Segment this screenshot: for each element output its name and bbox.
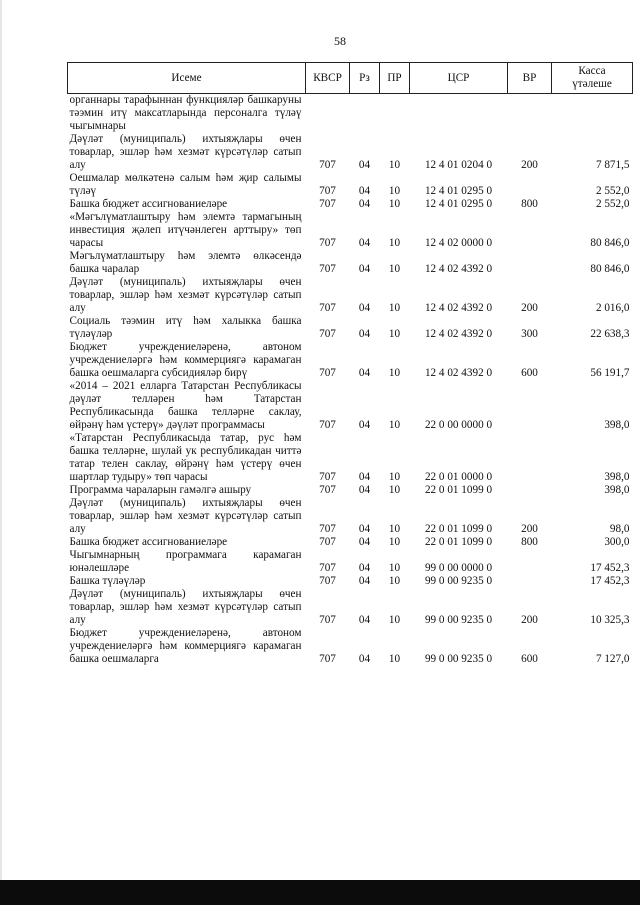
cell-vr [508,211,552,250]
cell-rz: 04 [358,614,371,626]
table-row [68,94,633,134]
cell-vr [508,432,552,484]
cell-kvsr: 707 [319,523,336,535]
cell-amount: 10 325,3 [590,614,630,626]
cell-vr [508,575,552,588]
col-header-kvsr: КВСР [306,63,350,94]
cell-vr [508,250,552,276]
cell-pr: 10 [388,302,401,314]
cell-amount: 398,0 [604,419,630,431]
cell-rz: 04 [358,367,371,379]
cell-kvsr: 707 [319,198,336,210]
table-row [68,250,633,276]
cell-amount: 2 016,0 [595,302,630,314]
cell-kvsr [306,94,350,134]
cell-name: Дәүләт (муниципаль) ихтыяҗлары өчен товарлар, эшләр һәм хезмәт күрсәтүләр сатып алу [69,588,302,626]
cell-name: Программа чараларын гамәлгә ашыру [69,484,252,496]
col-header-name: Исеме [68,63,306,94]
cell-pr: 10 [388,575,401,587]
cell-amount: 7 871,5 [595,159,630,171]
cell-amount: 7 127,0 [595,653,630,665]
cell-vr [508,549,552,575]
cell-vr: 600 [521,653,538,665]
cell-name: Башка бюджет ассигнованиеләре [69,536,228,548]
table-row [68,315,633,341]
table-row [68,172,633,198]
cell-pr [380,94,410,134]
cell-rz: 04 [358,562,371,574]
cell-rz: 04 [358,471,371,483]
cell-kvsr: 707 [319,302,336,314]
cell-amount: 17 452,3 [590,575,630,587]
cell-vr: 200 [521,523,538,535]
cell-amount: 98,0 [609,523,630,535]
cell-rz [350,94,380,134]
cell-csr: 12 4 02 4392 0 [424,302,493,314]
cell-amount: 398,0 [604,471,630,483]
cell-kvsr: 707 [319,562,336,574]
cell-rz: 04 [358,185,371,197]
table-row [68,575,633,588]
cell-pr: 10 [388,263,401,275]
cell-kvsr: 707 [319,263,336,275]
cell-pr: 10 [388,562,401,574]
cell-amount: 2 552,0 [595,198,630,210]
table-row [68,536,633,549]
cell-vr: 800 [521,536,538,548]
cell-name: Бюджет учреждениеләренә, автоном учреждениеләргә һәм коммерциягә карамаган башка оешмаларга [69,627,302,665]
table-row [68,497,633,536]
cell-name: «Татарстан Республикасыда татар, рус һәм башка телләрне, шулай ук республикадан читтә татар телен саклау, өйрәнү һәм үстерү өчен шартлар тудыру» төп чарасы [69,432,302,483]
cell-amount: 2 552,0 [595,185,630,197]
cell-rz: 04 [358,484,371,496]
cell-name: Оешмалар мөлкәтенә салым һәм җир салымы түләү [69,172,302,197]
cell-pr: 10 [388,536,401,548]
table-row [68,198,633,211]
cell-amount: 22 638,3 [590,328,630,340]
cell-csr: 22 0 01 1099 0 [424,484,493,496]
cell-name: Дәүләт (муниципаль) ихтыяҗлары өчен товарлар, эшләр һәм хезмәт күрсәтүләр сатып алу [69,497,302,535]
col-header-vr: ВР [508,63,552,94]
cell-vr: 300 [521,328,538,340]
table-row [68,484,633,497]
cell-kvsr: 707 [319,484,336,496]
cell-name: Бюджет учреждениеләренә, автоном учреждениеләргә һәм коммерциягә карамаган башка оешмаларга субсидияләр бирү [69,341,302,379]
cell-rz: 04 [358,523,371,535]
cell-pr: 10 [388,653,401,665]
cell-csr: 22 0 00 0000 0 [424,419,493,431]
cell-amount: 300,0 [604,536,630,548]
col-header-rz: Рз [350,63,380,94]
cell-name: Дәүләт (муниципаль) ихтыяҗлары өчен товарлар, эшләр һәм хезмәт күрсәтүләр сатып алу [69,276,302,314]
cell-rz: 04 [358,328,371,340]
cell-csr: 22 0 01 1099 0 [424,523,493,535]
cell-rz: 04 [358,159,371,171]
cell-name: «Мәгълүматлаштыру һәм элемтә тармагының инвестиция җәлеп итүчәнлеген арттыру» төп чарасы [69,211,302,249]
cell-kvsr: 707 [319,536,336,548]
cell-pr: 10 [388,471,401,483]
cell-vr [508,172,552,198]
table-row [68,211,633,250]
table-row [68,432,633,484]
cell-rz: 04 [358,536,371,548]
cell-rz: 04 [358,653,371,665]
cell-name: Башка бюджет ассигнованиеләре [69,198,228,210]
cell-name: «2014 – 2021 елларга Татарстан Республикасы дәүләт телләрен һәм Татарстан Республикасында башка телләрне саклау, өйрәнү һәм үстерү» дәүләт программасы [69,380,302,431]
cell-kvsr: 707 [319,471,336,483]
table-header [68,63,633,94]
cell-csr: 12 4 02 0000 0 [424,237,493,249]
cell-pr: 10 [388,484,401,496]
cell-rz: 04 [358,263,371,275]
cell-vr [508,380,552,432]
cell-csr: 12 4 01 0295 0 [424,185,493,197]
table-row [68,133,633,172]
cell-rz: 04 [358,419,371,431]
cell-vr: 200 [521,159,538,171]
kassa-header-line2: үтәлеше [572,78,612,90]
cell-kvsr: 707 [319,653,336,665]
budget-table [67,62,633,666]
cell-csr: 12 4 01 0204 0 [424,159,493,171]
cell-pr: 10 [388,328,401,340]
scan-edge [0,0,2,905]
cell-amount: 17 452,3 [590,562,630,574]
page-number: 58 [334,34,346,48]
cell-amount: 80 846,0 [590,263,630,275]
cell-csr: 99 0 00 9235 0 [424,614,493,626]
cell-vr: 200 [521,614,538,626]
cell-kvsr: 707 [319,367,336,379]
cell-amount [552,94,633,134]
cell-name: Дәүләт (муниципаль) ихтыяҗлары өчен товарлар, эшләр һәм хезмәт күрсәтүләр сатып алу [69,133,302,171]
cell-kvsr: 707 [319,419,336,431]
cell-rz: 04 [358,302,371,314]
cell-name: Чыгымнарның программага карамаган юнәлешләре [69,549,302,574]
cell-vr: 200 [521,302,538,314]
cell-rz: 04 [358,198,371,210]
cell-pr: 10 [388,159,401,171]
cell-amount: 80 846,0 [590,237,630,249]
cell-csr: 12 4 01 0295 0 [424,198,493,210]
col-header-kassa [552,63,633,94]
table-body [68,94,633,667]
cell-csr: 22 0 01 1099 0 [424,536,493,548]
cell-kvsr: 707 [319,159,336,171]
table-row [68,588,633,627]
cell-csr: 99 0 00 0000 0 [424,562,493,574]
cell-name: Мәгълүматлаштыру һәм элемтә өлкәсендә башка чаралар [69,250,302,275]
cell-vr: 600 [521,367,538,379]
cell-name: Башка түләүләр [69,575,146,587]
cell-kvsr: 707 [319,237,336,249]
table-row [68,627,633,666]
cell-pr: 10 [388,237,401,249]
cell-name: органнары тарафыннан функцияләр башкаруны тәэмин итү максатларында персоналга түләү чыгымнары [69,94,302,132]
cell-rz: 04 [358,237,371,249]
table-row [68,549,633,575]
cell-vr: 800 [521,198,538,210]
cell-pr: 10 [388,419,401,431]
table-row [68,380,633,432]
cell-pr: 10 [388,185,401,197]
cell-csr: 12 4 02 4392 0 [424,328,493,340]
col-header-csr: ЦСР [410,63,508,94]
cell-vr [508,484,552,497]
cell-kvsr: 707 [319,575,336,587]
cell-kvsr: 707 [319,614,336,626]
table-row [68,341,633,380]
scan-bottom-border [0,880,640,905]
cell-csr: 22 0 01 0000 0 [424,471,493,483]
cell-pr: 10 [388,198,401,210]
cell-csr: 12 4 02 4392 0 [424,263,493,275]
cell-pr: 10 [388,614,401,626]
cell-amount: 56 191,7 [590,367,630,379]
cell-pr: 10 [388,523,401,535]
cell-vr [508,94,552,134]
cell-csr: 12 4 02 4392 0 [424,367,493,379]
col-header-pr: ПР [380,63,410,94]
cell-pr: 10 [388,367,401,379]
cell-csr [410,94,508,134]
cell-kvsr: 707 [319,185,336,197]
cell-csr: 99 0 00 9235 0 [424,575,493,587]
cell-amount: 398,0 [604,484,630,496]
cell-rz: 04 [358,575,371,587]
cell-kvsr: 707 [319,328,336,340]
cell-csr: 99 0 00 9235 0 [424,653,493,665]
table-row [68,276,633,315]
kassa-header-line1: Касса [578,65,606,77]
cell-name: Социаль тәэмин итү һәм халыкка башка түләүләр [69,315,302,340]
